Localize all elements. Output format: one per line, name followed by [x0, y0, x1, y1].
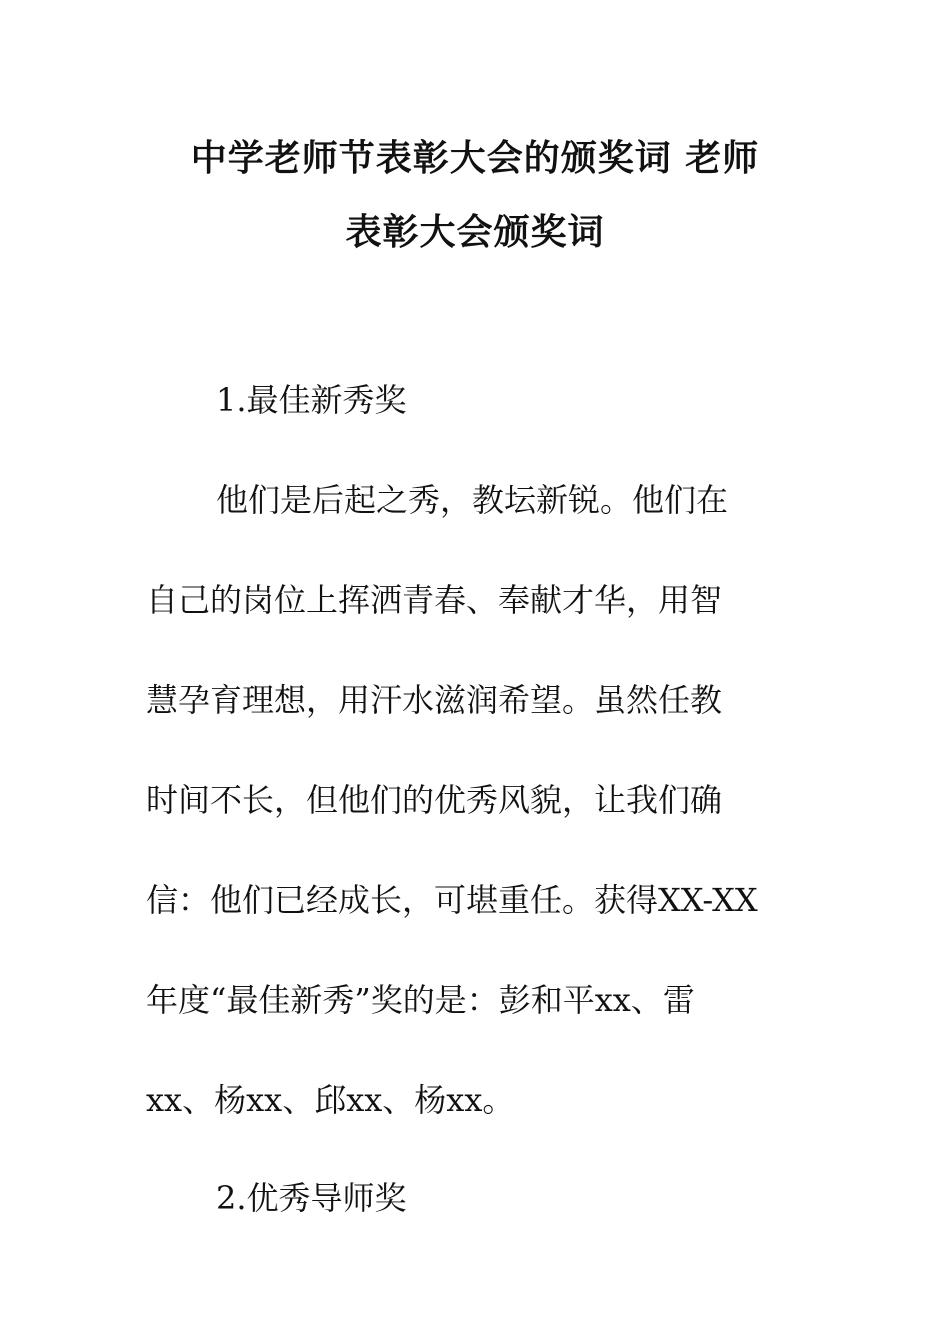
- document-title: [120, 122, 830, 270]
- section-heading-best-newcomer: 1.最佳新秀奖: [216, 381, 407, 419]
- section-heading-excellent-mentor: 2.优秀导师奖: [216, 1179, 407, 1217]
- paragraph-line: 年度“最佳新秀”奖的是：彭和平xx、雷: [146, 981, 695, 1019]
- paragraph-line: 自己的岗位上挥洒青春、奉献才华，用智: [146, 581, 723, 619]
- paragraph-line: xx、杨xx、邱xx、杨xx。: [146, 1081, 515, 1119]
- paragraph-line: 信：他们已经成长，可堪重任。获得XX-XX: [146, 881, 758, 919]
- paragraph-line: 他们是后起之秀，教坛新锐。他们在: [216, 481, 729, 519]
- title-line-2: 表彰大会颁奖词: [345, 212, 605, 253]
- paragraph-line: 慧孕育理想，用汗水滋润希望。虽然任教: [146, 681, 723, 719]
- paragraph-line: 时间不长，但他们的优秀风貌，让我们确: [146, 781, 723, 819]
- title-line-1: 中学老师节表彰大会的颁奖词 老师: [190, 138, 760, 179]
